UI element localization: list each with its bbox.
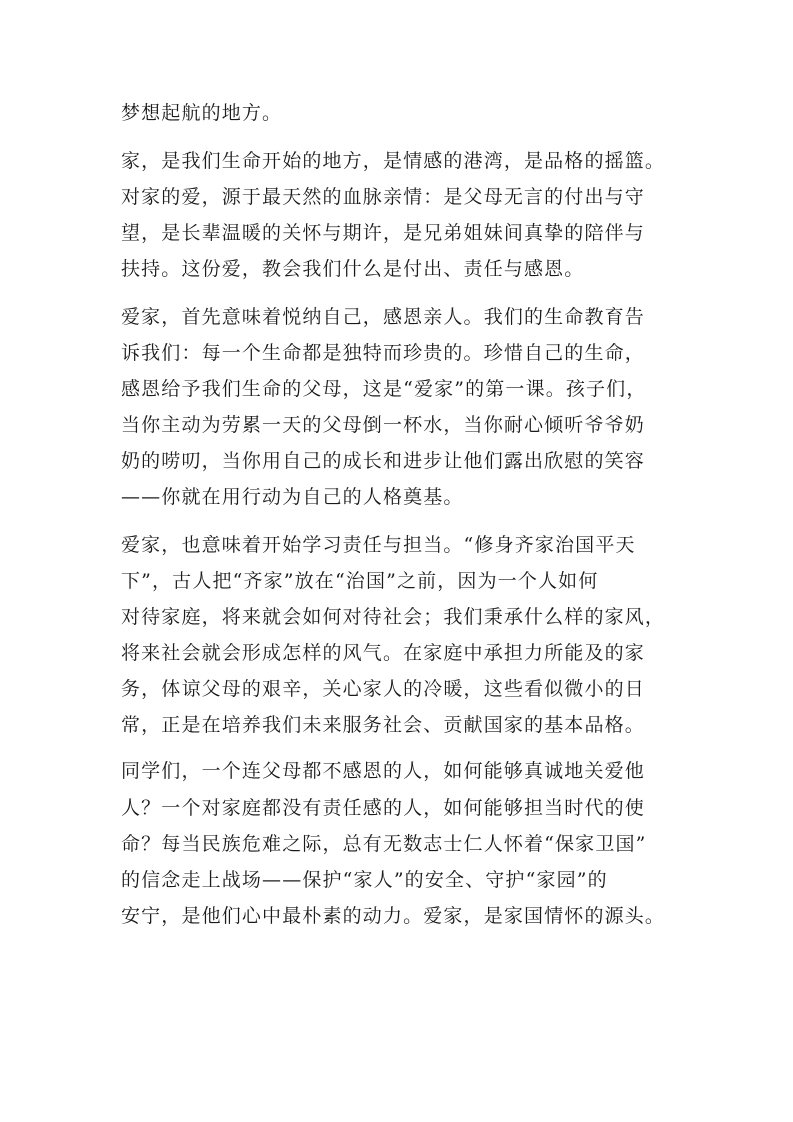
- text-line-15: 将来社会就会形成怎样的风气。在家庭中承担力所能及的家: [121, 642, 645, 664]
- text-line-8: 感恩给予我们生命的父母，这是“爱家”的第一课。孩子们，: [121, 378, 647, 400]
- text-line-1: 梦想起航的地方。: [121, 102, 283, 124]
- text-line-21: 的信念走上战场——保护“家人”的安全、守护“家园”的: [121, 869, 608, 891]
- text-line-20: 命？每当民族危难之际，总有无数志士仁人怀着“保家卫国”: [121, 833, 647, 855]
- text-line-6: 爱家，首先意味着悦纳自己，感恩亲人。我们的生命教育告: [121, 306, 645, 328]
- text-line-9: 当你主动为劳累一天的父母倒一杯水，当你耐心倾听爷爷奶: [121, 414, 645, 436]
- text-line-12: 爱家，也意味着开始学习责任与担当。“修身齐家治国平天: [121, 534, 636, 556]
- text-line-22: 安宁，是他们心中最朴素的动力。爱家，是家国情怀的源头。: [121, 905, 666, 927]
- text-line-10: 奶的唠叨，当你用自己的成长和进步让他们露出欣慰的笑容: [121, 450, 645, 472]
- text-line-17: 常，正是在培养我们未来服务社会、贡献国家的基本品格。: [121, 714, 645, 736]
- text-line-19: 人？一个对家庭都没有责任感的人，如何能够担当时代的使: [121, 797, 645, 819]
- text-line-18: 同学们，一个连父母都不感恩的人，如何能够真诚地关爱他: [121, 760, 645, 782]
- text-line-16: 务，体谅父母的艰辛，关心家人的冷暖，这些看似微小的日: [121, 678, 645, 700]
- text-line-13: 下”，古人把“齐家”放在“治国”之前，因为一个人如何: [121, 570, 599, 592]
- text-line-11: ——你就在用行动为自己的人格奠基。: [121, 486, 464, 508]
- text-line-14: 对待家庭，将来就会如何对待社会；我们秉承什么样的家风，: [121, 606, 666, 628]
- text-line-5: 扶持。这份爱，教会我们什么是付出、责任与感恩。: [121, 258, 585, 280]
- text-line-4: 望，是长辈温暖的关怀与期许，是兄弟姐妹间真挚的陪伴与: [121, 222, 645, 244]
- text-line-2: 家，是我们生命开始的地方，是情感的港湾，是品格的摇篮。: [121, 150, 666, 172]
- text-line-7: 诉我们：每一个生命都是独特而珍贵的。珍惜自己的生命，: [121, 342, 645, 364]
- text-line-3: 对家的爱，源于最天然的血脉亲情：是父母无言的付出与守: [121, 186, 645, 208]
